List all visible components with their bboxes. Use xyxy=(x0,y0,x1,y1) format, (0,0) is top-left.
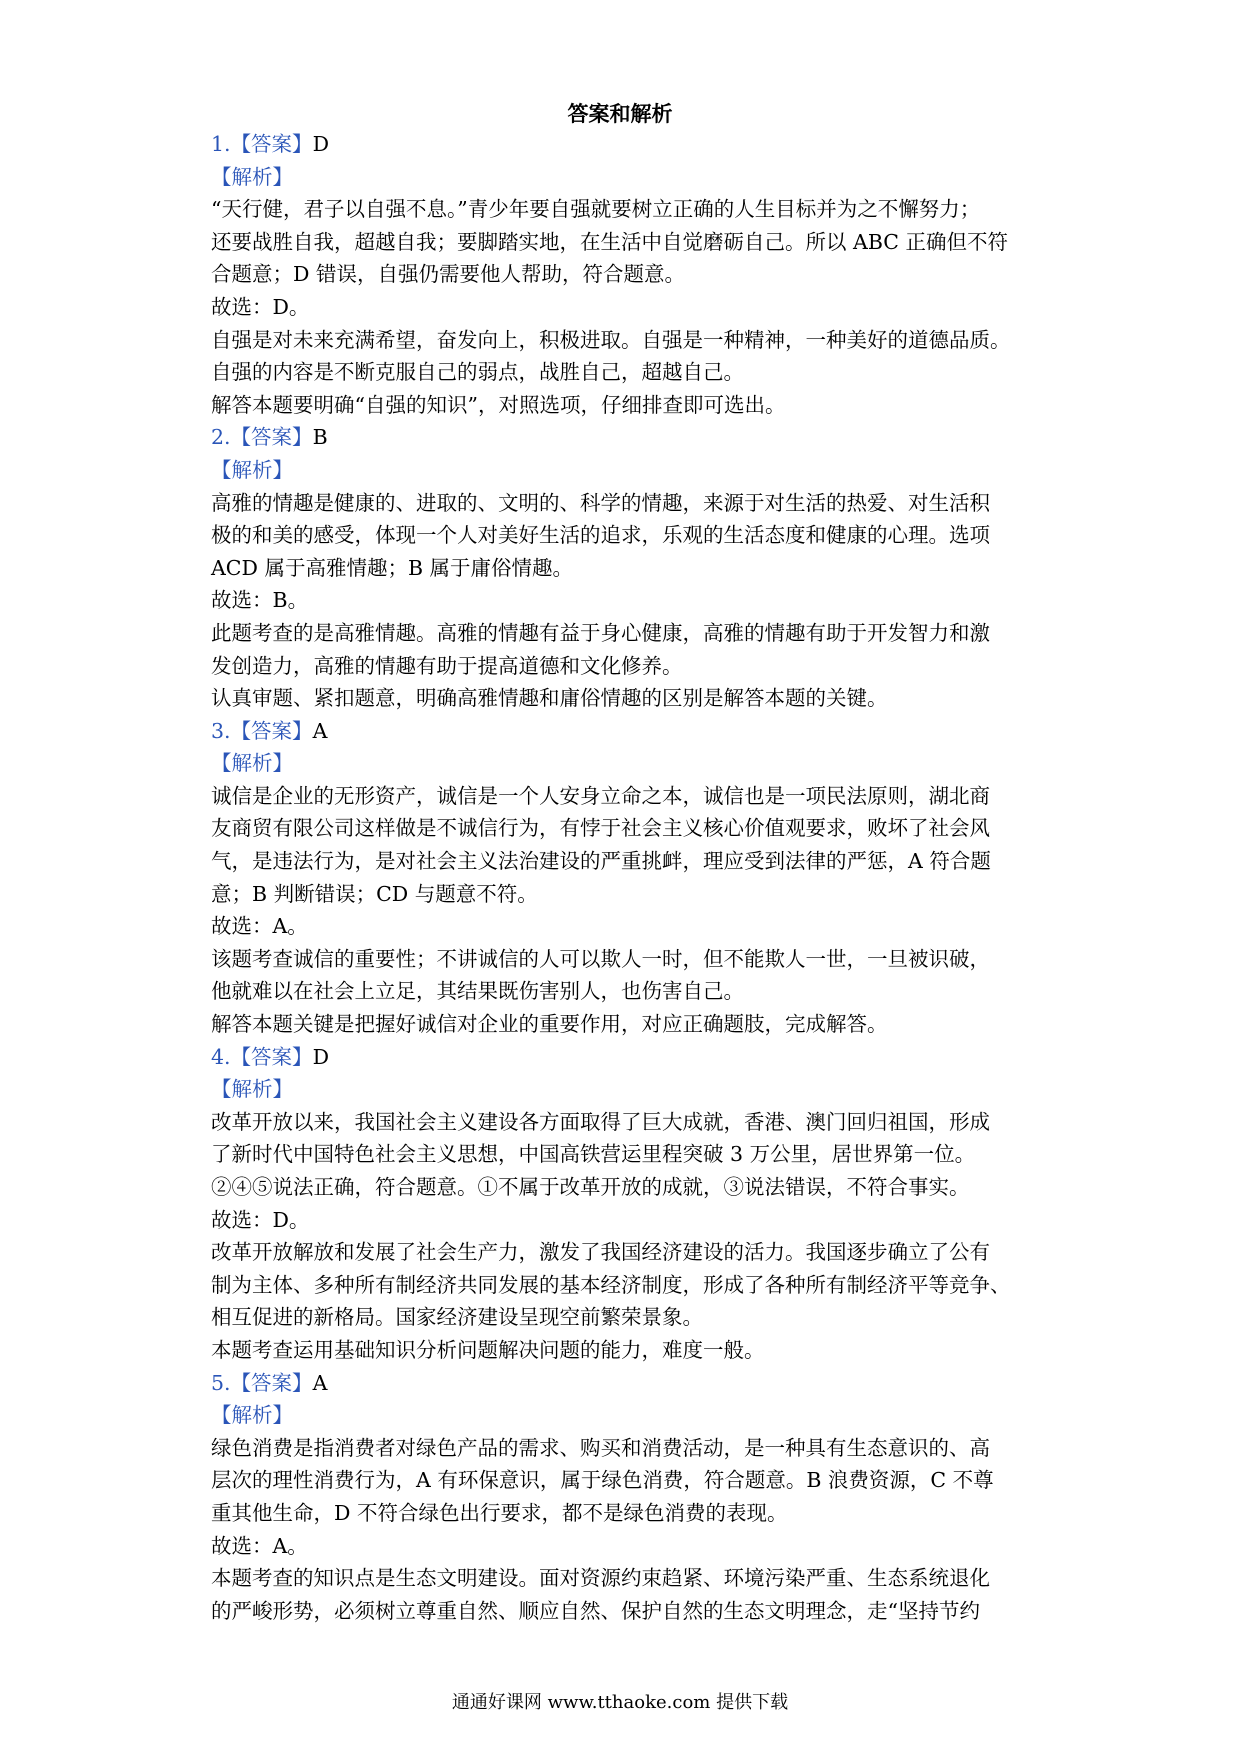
analysis-text-line: 的严峻形势，必须树立尊重自然、顺应自然、保护自然的生态文明理念，走“坚持节约 xyxy=(211,1598,980,1623)
question-number: 2. xyxy=(211,425,231,450)
analysis-text-line: 高雅的情趣是健康的、进取的、文明的、科学的情趣，来源于对生活的热爱、对生活积 xyxy=(211,490,990,515)
answer-value: D xyxy=(312,1044,329,1069)
answer-item xyxy=(211,1367,1041,1628)
question-number: 1. xyxy=(211,132,231,156)
analysis-text-line: 本题考查的知识点是生态文明建设。面对资源约束趋紧、环境污染严重、生态系统退化 xyxy=(211,1566,990,1591)
answer-value: A xyxy=(312,1370,328,1395)
analysis-text-line: 改革开放解放和发展了社会生产力，激发了我国经济建设的活力。我国逐步确立了公有 xyxy=(211,1240,990,1265)
answer-value: A xyxy=(312,718,328,743)
analysis-text-line: 气，是违法行为，是对社会主义法治建设的严重挑衅，理应受到法律的严惩，A 符合题 xyxy=(211,849,991,874)
analysis-text-line: 故选：D。 xyxy=(211,1207,310,1232)
analysis-text-line: 故选：A。 xyxy=(211,1533,308,1558)
analysis-text-line: 他就难以在社会上立足，其结果既伤害别人，也伤害自己。 xyxy=(211,979,744,1004)
analysis-text-line: 故选：D。 xyxy=(211,294,310,319)
page-title: 答案和解析 xyxy=(567,101,673,126)
analysis-text-line: 层次的理性消费行为，A 有环保意识，属于绿色消费，符合题意。B 浪费资源，C 不尊 xyxy=(211,1468,994,1493)
analysis-label: 【解析】 xyxy=(211,1077,293,1102)
answer-tag: 【答案】 xyxy=(230,1370,313,1395)
analysis-text-line: “天行健，君子以自强不息。”青少年要自强就要树立正确的人生目标并为之不懈努力； xyxy=(211,197,981,222)
answer-line xyxy=(211,1041,1041,1074)
answer-tag: 【答案】 xyxy=(230,425,313,450)
answer-value: D xyxy=(312,132,329,156)
analysis-label: 【解析】 xyxy=(211,751,293,776)
question-number: 3. xyxy=(211,718,231,743)
analysis-text-line: 此题考查的是高雅情趣。高雅的情趣有益于身心健康，高雅的情趣有助于开发智力和激 xyxy=(211,620,990,645)
analysis-text-line: 故选：B。 xyxy=(211,588,309,613)
analysis-text-line: 意；B 判断错误；CD 与题意不符。 xyxy=(211,881,538,906)
analysis-text-line: 故选：A。 xyxy=(211,914,308,939)
analysis-label: 【解析】 xyxy=(211,457,293,482)
analysis-text-line: 该题考查诚信的重要性；不讲诚信的人可以欺人一时，但不能欺人一世，一旦被识破， xyxy=(211,946,990,971)
analysis-text-line: 诚信是企业的无形资产，诚信是一个人安身立命之本，诚信也是一项民法原则，湖北商 xyxy=(211,783,990,808)
answers-content xyxy=(211,128,1041,1627)
analysis-text-line: 改革开放以来，我国社会主义建设各方面取得了巨大成就，香港、澳门回归祖国，形成 xyxy=(211,1109,990,1134)
analysis-text-line: 友商贸有限公司这样做是不诚信行为，有悖于社会主义核心价值观要求，败坏了社会风 xyxy=(211,816,990,841)
analysis-text-line: 自强是对未来充满希望，奋发向上，积极进取。自强是一种精神，一种美好的道德品质。 xyxy=(211,327,1011,352)
answer-line xyxy=(211,128,1041,161)
answer-value: B xyxy=(312,425,328,450)
analysis-text-line: 重其他生命，D 不符合绿色出行要求，都不是绿色消费的表现。 xyxy=(211,1500,788,1525)
analysis-text-line: 解答本题关键是把握好诚信对企业的重要作用，对应正确题肢，完成解答。 xyxy=(211,1012,888,1037)
analysis-text-line: 制为主体、多种所有制经济共同发展的基本经济制度，形成了各种所有制经济平等竞争、 xyxy=(211,1272,1011,1297)
answer-line xyxy=(211,715,1041,748)
analysis-text-line: ACD 属于高雅情趣；B 属于庸俗情趣。 xyxy=(211,555,574,580)
analysis-text-line: 认真审题、紧扣题意，明确高雅情趣和庸俗情趣的区别是解答本题的关键。 xyxy=(211,686,888,711)
analysis-text-line: 极的和美的感受，体现一个人对美好生活的追求，乐观的生活态度和健康的心理。选项 xyxy=(211,523,990,548)
analysis-text-line: 合题意；D 错误，自强仍需要他人帮助，符合题意。 xyxy=(211,262,685,287)
analysis-text-line: 自强的内容是不断克服自己的弱点，战胜自己，超越自己。 xyxy=(211,360,744,385)
answer-line xyxy=(211,1367,1041,1400)
analysis-text-line: 发创造力，高雅的情趣有助于提高道德和文化修养。 xyxy=(211,653,683,678)
analysis-text-line: 解答本题要明确“自强的知识”，对照选项，仔细排查即可选出。 xyxy=(211,392,786,417)
question-number: 5. xyxy=(211,1370,231,1395)
analysis-label: 【解析】 xyxy=(211,1403,293,1428)
analysis-text-line: 相互促进的新格局。国家经济建设呈现空前繁荣景象。 xyxy=(211,1305,703,1330)
answer-item xyxy=(211,128,1041,421)
analysis-text-line: 了新时代中国特色社会主义思想，中国高铁营运里程突破 3 万公里，居世界第一位。 xyxy=(211,1142,976,1167)
analysis-label: 【解析】 xyxy=(211,164,293,189)
answer-tag: 【答案】 xyxy=(230,1044,313,1069)
analysis-text-line: 绿色消费是指消费者对绿色产品的需求、购买和消费活动，是一种具有生态意识的、高 xyxy=(211,1435,990,1460)
answer-item xyxy=(211,1041,1041,1367)
answer-tag: 【答案】 xyxy=(230,132,313,156)
question-number: 4. xyxy=(211,1044,231,1069)
page-footer: 通通好课网 www.tthaoke.com 提供下载 xyxy=(451,1692,789,1713)
answer-line xyxy=(211,421,1041,454)
answer-item xyxy=(211,715,1041,1041)
analysis-text-line: 本题考查运用基础知识分析问题解决问题的能力，难度一般。 xyxy=(211,1337,765,1362)
answer-tag: 【答案】 xyxy=(230,718,313,743)
answer-item xyxy=(211,421,1041,714)
analysis-text-line: ②④⑤说法正确，符合题意。①不属于改革开放的成就，③说法错误，不符合事实。 xyxy=(211,1175,970,1199)
analysis-text-line: 还要战胜自我，超越自我；要脚踏实地，在生活中自觉磨砺自己。所以 ABC 正确但不符 xyxy=(211,229,1008,254)
